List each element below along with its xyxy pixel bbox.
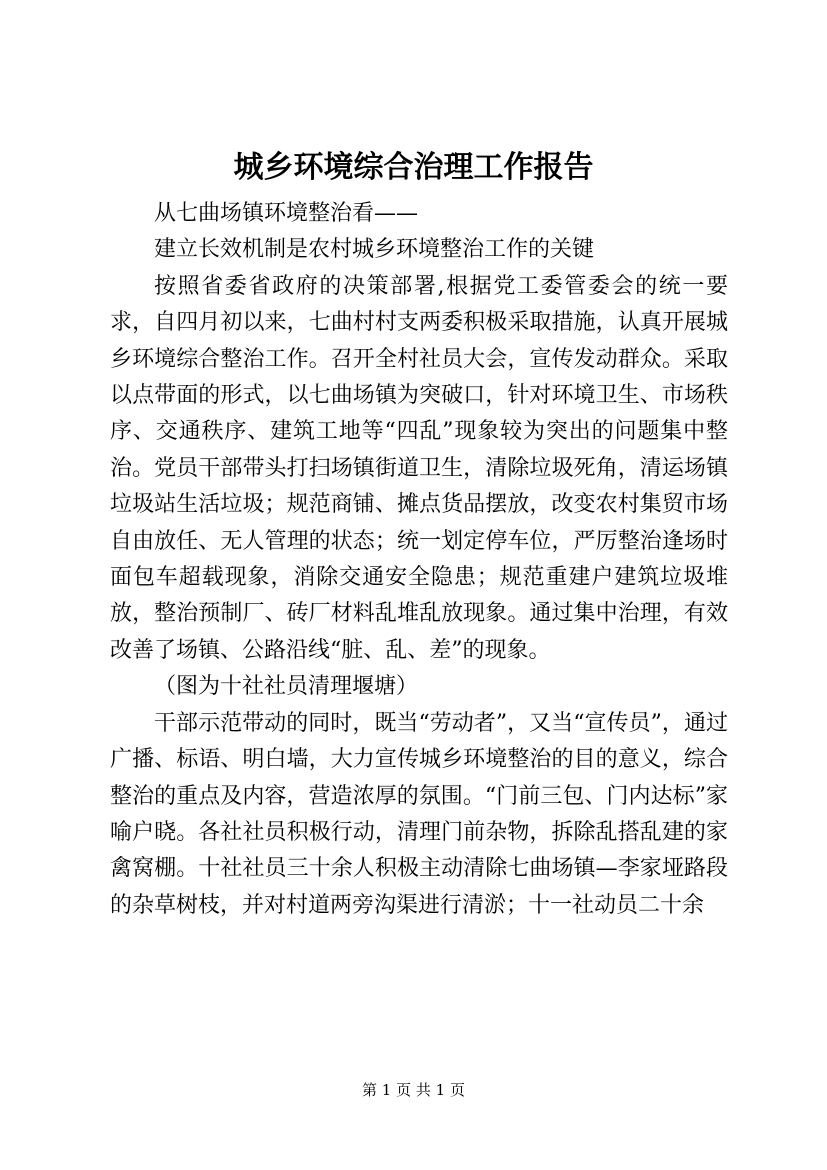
page-number-footer: 第 1 页 共 1 页 <box>362 1081 465 1099</box>
subtitle-line-1: 从七曲场镇环境整治看—— <box>154 201 419 226</box>
body-paragraph-2: 干部示范带动的同时，既当“劳动者”，又当“宣传员”，通过广播、标语、明白墙，大力宣传城乡环境整治的目的意义，综合整治的重点及内容，营造浓厚的氛围。“门前三包、门内达标”家喻户晓。各社社员积极行动，清理门前杂物，拆除乱搭乱建的家禽窝棚。十社社员三十余人积极主动清除七曲场镇—李家垭路段的杂草树枝，并对村道两旁沟渠进行清淤；十一社动员二十余 <box>110 710 728 918</box>
subtitle-line-2: 建立长效机制是农村城乡环境整治工作的关键 <box>154 237 595 263</box>
document-title: 城乡环境综合治理工作报告 <box>233 150 594 185</box>
document-body <box>110 196 728 924</box>
body-paragraph-1: 按照省委省政府的决策部署,根据党工委管委会的统一要求，自四月初以来，七曲村村支两委积极采取措施，认真开展城乡环境综合整治工作。召开全村社员大会，宣传发动群众。采取以点带面的形式，以七曲场镇为突破口，针对环境卫生、市场秩序、交通秩序、建筑工地等“四乱”现象较为突出的问题集中整治。党员干部带头打扫场镇街道卫生，清除垃圾死角，清运场镇垃圾站生活垃圾；规范商铺、摊点货品摆放，改变农村集贸市场自由放任、无人管理的状态；统一划定停车位，严厉整治逢场时面包车超载现象，消除交通安全隐患；规范重建户建筑垃圾堆放，整治预制厂、砖厂材料乱堆乱放现象。通过集中治理，有效改善了场镇、公路沿线“脏、乱、差”的现象。 <box>110 273 728 663</box>
image-caption: （图为十社社员清理堰塘） <box>154 674 419 700</box>
